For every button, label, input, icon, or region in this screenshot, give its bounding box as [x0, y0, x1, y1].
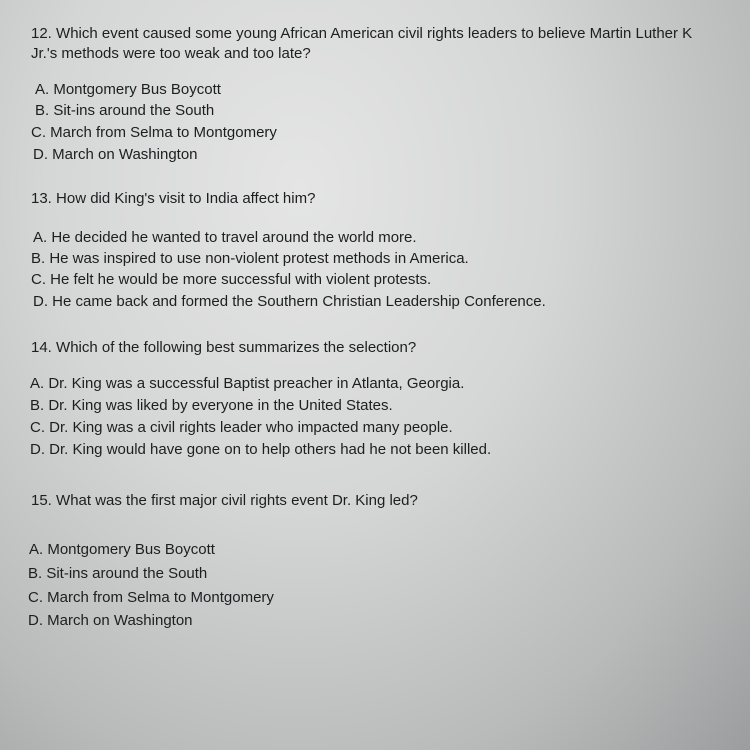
question-13-text: How did King's visit to India affect him?: [56, 190, 316, 207]
question-15-option-a: A. Montgomery Bus Boycott: [29, 541, 215, 558]
question-13-number: 13.: [31, 190, 52, 207]
question-13-option-d: D. He came back and formed the Southern Christian Leadership Conference.: [33, 293, 546, 310]
question-12-line-2: Jr.'s methods were too weak and too late?: [31, 45, 311, 62]
question-14-option-c: C. Dr. King was a civil rights leader who impacted many people.: [30, 419, 453, 436]
question-15-number: 15.: [31, 492, 52, 509]
question-12-option-c: C. March from Selma to Montgomery: [31, 124, 277, 141]
question-12-option-b: B. Sit-ins around the South: [35, 102, 215, 119]
question-15-option-c: C. March from Selma to Montgomery: [28, 589, 274, 606]
question-13-line-1: [31, 189, 315, 209]
question-14-option-a: A. Dr. King was a successful Baptist preacher in Atlanta, Georgia.: [30, 375, 465, 392]
question-15-option-d: D. March on Washington: [28, 612, 193, 629]
question-15-line-1: [31, 491, 418, 511]
question-14-line-1: [31, 338, 416, 358]
question-14-text: Which of the following best summarizes the selection?: [56, 339, 417, 356]
question-13-option-c: C. He felt he would be more successful with violent protests.: [31, 271, 432, 288]
question-15-option-b: B. Sit-ins around the South: [28, 565, 208, 582]
question-14-number: 14.: [31, 339, 52, 356]
question-12-number: 12.: [31, 25, 52, 42]
question-12-option-a: A. Montgomery Bus Boycott: [35, 81, 221, 98]
question-12-text: Which event caused some young African American civil rights leaders to believe Martin Luther K: [56, 25, 693, 42]
question-13-option-a: A. He decided he wanted to travel around the world more.: [33, 229, 417, 246]
question-13-option-b: B. He was inspired to use non-violent protest methods in America.: [31, 250, 469, 267]
question-12-line-1: [31, 24, 692, 44]
question-12-option-d: D. March on Washington: [33, 146, 198, 163]
question-15-text: What was the first major civil rights event Dr. King led?: [56, 492, 418, 509]
question-14-option-b: B. Dr. King was liked by everyone in the United States.: [30, 397, 393, 414]
question-14-option-d: D. Dr. King would have gone on to help others had he not been killed.: [30, 441, 492, 458]
